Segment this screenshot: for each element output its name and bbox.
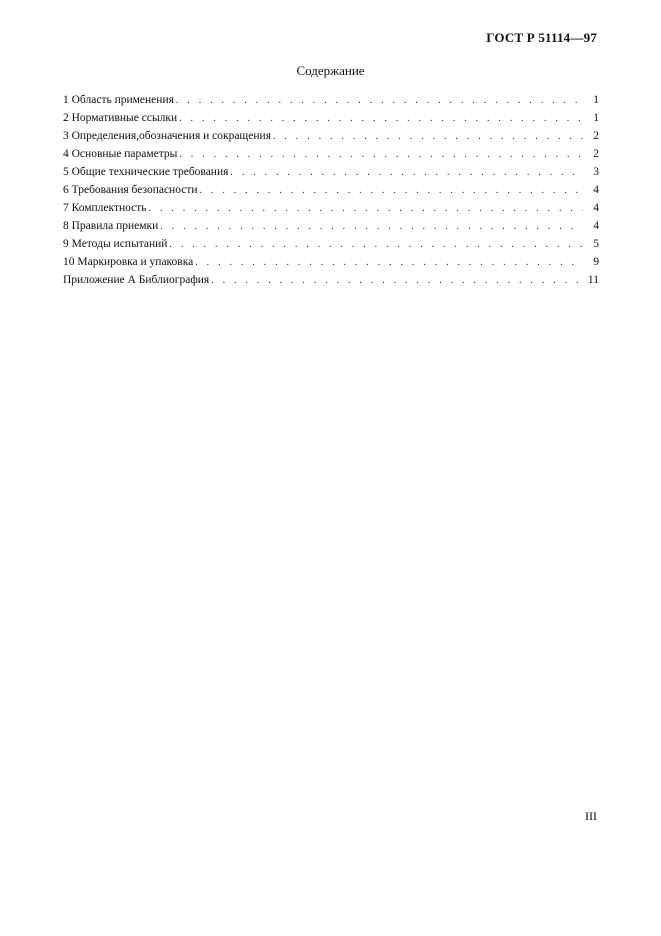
toc-entry-label: 5 Общие технические требования [63,166,229,178]
toc-entry-label: 3 Определения,обозначения и сокращения [63,130,271,142]
toc-entry-page: 1 [593,94,599,106]
toc-leader-dots [149,200,583,218]
toc-leader-dots [169,236,583,254]
toc-leader-dots [179,110,583,128]
toc-leader-dots [195,254,583,272]
toc-entry-page: 4 [593,184,599,196]
toc-entry-page: 4 [593,220,599,232]
toc-entry-page: 11 [587,274,599,286]
toc-entry[interactable] [63,181,599,199]
toc-entry-label: 10 Маркировка и упаковка [63,256,194,268]
toc-leader-dots [160,218,583,236]
toc-entry-page: 5 [593,238,599,250]
toc-entry[interactable] [63,145,599,163]
table-of-contents [63,91,599,289]
toc-entry-page: 1 [593,112,599,124]
toc-entry-page: 2 [593,148,599,160]
toc-leader-dots [176,92,583,110]
page-number: III [585,809,597,823]
toc-entry-label: Приложение А Библиография [63,274,210,286]
toc-entry[interactable] [63,199,599,217]
toc-leader-dots [273,128,583,146]
toc-entry-label: 1 Область применения [63,94,174,106]
toc-entry-page: 9 [593,256,599,268]
toc-entry[interactable] [63,109,599,127]
toc-entry[interactable] [63,235,599,253]
toc-entry-page: 2 [593,130,599,142]
toc-leader-dots [211,272,583,290]
toc-entry[interactable] [63,253,599,271]
toc-entry-label: 6 Требования безопасности [63,184,198,196]
toc-entry-label: 9 Методы испытаний [63,238,168,250]
document-code: ГОСТ Р 51114—97 [486,30,597,45]
toc-leader-dots [179,146,583,164]
toc-title: Содержание [296,63,365,78]
toc-leader-dots [230,164,583,182]
toc-entry[interactable] [63,91,599,109]
toc-entry[interactable] [63,163,599,181]
toc-entry[interactable] [63,271,599,289]
toc-entry-label: 7 Комплектность [63,202,147,214]
toc-entry-label: 8 Правила приемки [63,220,159,232]
toc-entry-page: 3 [593,166,599,178]
toc-entry[interactable] [63,217,599,235]
toc-entry-label: 2 Нормативные ссылки [63,112,178,124]
toc-entry[interactable] [63,127,599,145]
toc-entry-label: 4 Основные параметры [63,148,178,160]
toc-leader-dots [200,182,583,200]
toc-entry-page: 4 [593,202,599,214]
